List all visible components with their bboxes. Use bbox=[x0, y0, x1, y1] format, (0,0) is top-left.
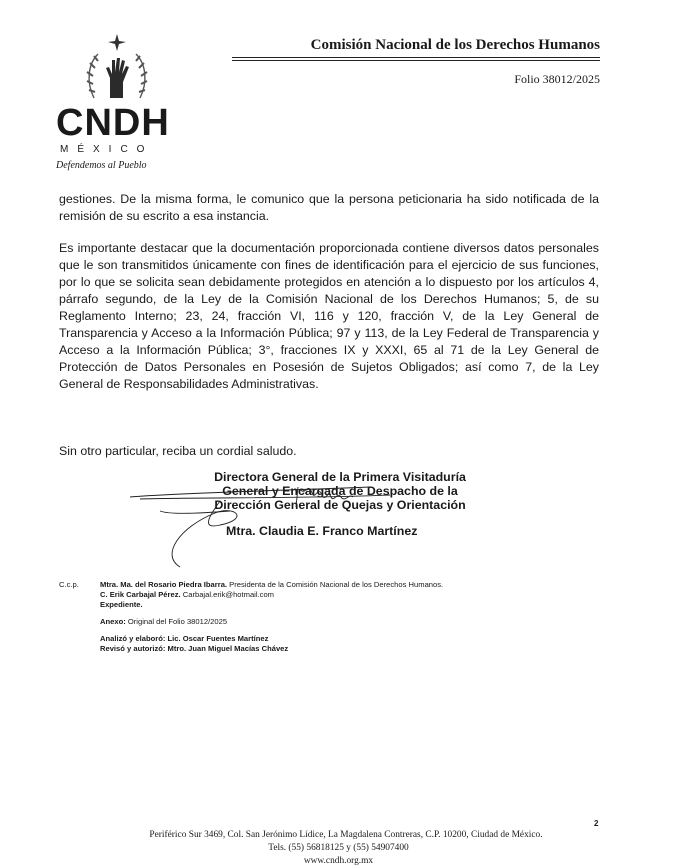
signatory-title-line: Dirección General de Quejas y Orientación bbox=[214, 498, 466, 512]
logo-country: MÉXICO bbox=[60, 144, 154, 155]
list-item bbox=[100, 580, 443, 590]
recipient-name: Mtra. Ma. del Rosario Piedra Ibarra. bbox=[100, 580, 228, 589]
signatory-title-line: General y Encargada de Despacho de la bbox=[222, 484, 458, 498]
closing-salutation: Sin otro particular, reciba un cordial saludo. bbox=[59, 444, 297, 458]
signatory-title-line: Directora General de la Primera Visitaduría bbox=[214, 470, 466, 484]
logo-motto: Defendemos al Pueblo bbox=[56, 160, 147, 171]
anexo-label: Anexo: bbox=[100, 617, 126, 626]
organization-title: Comisión Nacional de los Derechos Humanos bbox=[310, 37, 600, 53]
footer bbox=[0, 829, 677, 868]
review-credits bbox=[100, 634, 288, 654]
recipient-detail: Presidenta de la Comisión Nacional de los Derechos Humanos. bbox=[227, 580, 444, 589]
footer-website: www.cndh.org.mx bbox=[303, 856, 374, 866]
page-number: 2 bbox=[594, 819, 599, 828]
body-paragraph-2: Es importante destacar que la documentación proporcionada contiene diversos datos personales que le son transmitidos únicamente con fines de identificación para el ejercicio de sus funciones, por lo que se solicita sean debidamente protegidos en atención a lo dispuesto por los artículos 4, párrafo segundo, de la Ley de la Comisión Nacional de los Derechos Humanos; 5, de su Reglamento Interno; 23, 24, fracción VI, 116 y 120, fracción V, de la Ley General de Transparencia y Acceso a la Información Pública; 97 y 113, de la Ley Federal de Transparencia y Acceso a la Información Pública; 3°, fracciones IX y XXXI, 65 al 71 de la Ley General de Protección de Datos Personales en Posesión de Sujetos Obligados; así como 7, de la Ley General de Responsabilidades Administrativas. bbox=[59, 241, 599, 391]
body-paragraph-1: gestiones. De la misma forma, le comunico que la persona peticionaria ha sido notificada de la remisión de su escrito a esa instancia. bbox=[59, 192, 599, 223]
recipient-detail: Carbajal.erik@hotmail.com bbox=[180, 590, 275, 599]
header-rule bbox=[232, 57, 600, 58]
recipient-name: C. Erik Carbajal Pérez. bbox=[100, 590, 181, 599]
recipient-name: Expediente. bbox=[100, 600, 143, 609]
logo-acronym: CNDH bbox=[56, 102, 170, 144]
anexo-value: Original del Folio 38012/2025 bbox=[125, 617, 228, 626]
list-item bbox=[100, 590, 443, 600]
cndh-logo bbox=[52, 32, 182, 182]
anexo-line bbox=[100, 617, 227, 627]
approved-by: Revisó y autorizó: Mtro. Juan Miguel Macías Chávez bbox=[100, 644, 289, 653]
signatory-name: Mtra. Claudia E. Franco Martínez bbox=[226, 524, 418, 538]
ccp-recipient-list bbox=[100, 580, 443, 610]
analyzed-by: Analizó y elaboró: Lic. Oscar Fuentes Martínez bbox=[100, 634, 269, 643]
raised-hand-emblem-icon bbox=[82, 32, 152, 104]
footer-address: Periférico Sur 3469, Col. San Jerónimo Lídice, La Magdalena Contreras, C.P. 10200, Ciudad de México. bbox=[149, 830, 543, 840]
list-item bbox=[100, 600, 443, 610]
footer-phones: Tels. (55) 56818125 y (55) 54907400 bbox=[268, 843, 409, 853]
ccp-label: C.c.p. bbox=[59, 580, 79, 589]
header-rule-secondary bbox=[232, 60, 600, 61]
folio-number: Folio 38012/2025 bbox=[514, 72, 600, 86]
